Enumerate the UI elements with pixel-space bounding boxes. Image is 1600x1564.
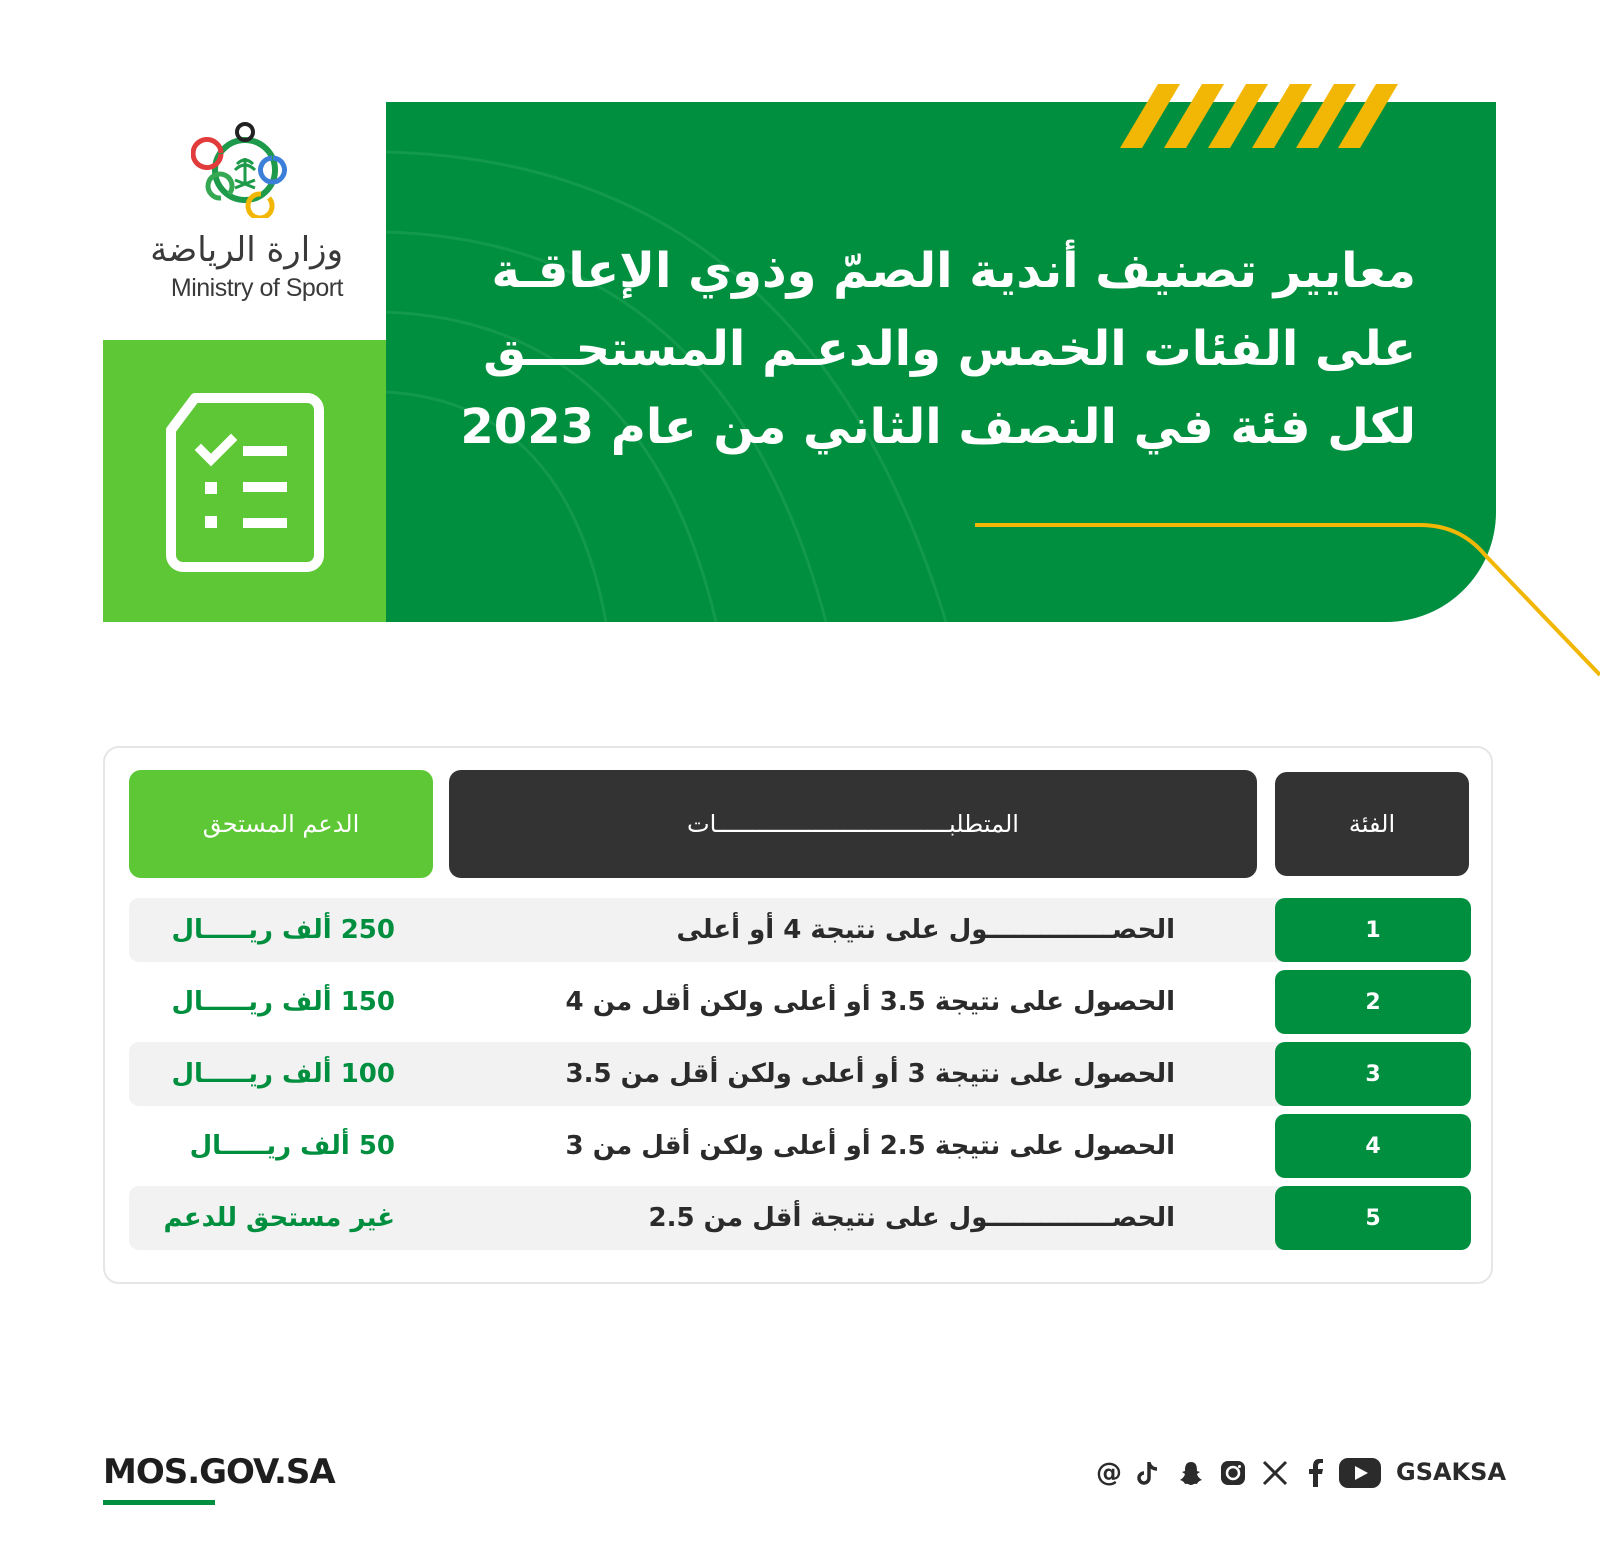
website-underline [103,1500,215,1505]
instagram-icon[interactable] [1218,1458,1248,1488]
category-cell: 5 [1275,1186,1471,1250]
social-handle[interactable]: GSAKSA [1396,1458,1507,1486]
checklist-document-icon [165,390,325,575]
threads-icon[interactable]: @ [1096,1458,1122,1488]
category-cell: 4 [1275,1114,1471,1178]
logo-area [103,102,386,340]
title-line-2: على الفئات الخمس والدعـم المستحـــق [483,321,1416,377]
requirement-cell: الحصول على نتيجة 2.5 أو أعلى ولكن أقل من 3 [565,1131,1175,1161]
header-support: الدعم المستحق [129,770,433,878]
header-requirements: المتطلبـــــــــــــــــــــــــــــــــات [449,770,1257,878]
requirement-cell: الحصــــــــــــــول على نتيجة أقل من 2.5 [648,1203,1175,1233]
youtube-icon[interactable] [1338,1458,1382,1488]
facebook-icon[interactable] [1300,1458,1330,1488]
logo-name-arabic: وزارة الرياضة [150,230,343,270]
requirement-cell: الحصول على نتيجة 3 أو أعلى ولكن أقل من 3.5 [565,1059,1175,1089]
page-title [436,232,1416,466]
title-line-3: لكل فئة في النصف الثاني من عام 2023 [460,399,1416,455]
ministry-emblem-icon [191,118,299,218]
criteria-table [103,746,1493,1284]
title-line-1: معايير تصنيف أندية الصمّ وذوي الإعاقـة [491,243,1416,299]
tiktok-icon[interactable] [1134,1458,1164,1488]
support-cell: 50 ألف ريـــــال [189,1131,395,1161]
snapchat-icon[interactable] [1176,1458,1206,1488]
header-category: الفئة [1275,772,1469,876]
support-cell: غير مستحق للدعم [163,1203,395,1233]
requirement-cell: الحصــــــــــــــول على نتيجة 4 أو أعلى [676,915,1175,945]
support-cell: 250 ألف ريـــــال [171,915,395,945]
title-banner [386,102,1496,622]
category-cell: 3 [1275,1042,1471,1106]
checklist-panel [103,340,386,622]
yellow-stripes-decoration [1120,84,1398,148]
x-icon[interactable] [1260,1458,1290,1488]
support-cell: 100 ألف ريـــــال [171,1059,395,1089]
requirement-cell: الحصول على نتيجة 3.5 أو أعلى ولكن أقل من 4 [565,987,1175,1017]
category-cell: 1 [1275,898,1471,962]
logo-name-english: Ministry of Sport [170,274,343,302]
website-link[interactable]: MOS.GOV.SA [103,1452,335,1492]
category-cell: 2 [1275,970,1471,1034]
support-cell: 150 ألف ريـــــال [171,987,395,1017]
